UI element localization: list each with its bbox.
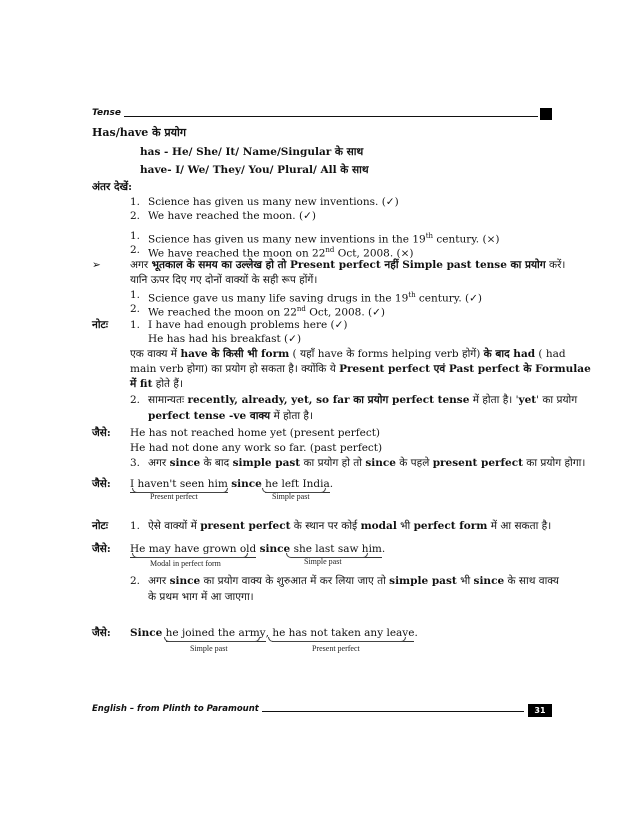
text-part: अगर: [130, 259, 152, 271]
text-part: सामान्यतः: [148, 394, 188, 406]
arrow-bullet-icon: ➢: [92, 259, 101, 271]
example-text: He has had his breakfast (✓): [148, 333, 302, 345]
text-part: होते हैं।: [152, 378, 183, 390]
example-item: [130, 195, 140, 209]
clause-label: Simple past: [304, 557, 342, 566]
clause-label: Simple past: [272, 492, 310, 501]
text-part: .: [329, 478, 334, 490]
clause-label: Present perfect: [150, 492, 198, 501]
item-number: 2.: [130, 394, 141, 406]
note-explanation: [130, 347, 566, 361]
text-part: में आ सकता है।: [487, 520, 552, 532]
item-number: 1.: [130, 196, 141, 208]
compare-label: अंतर देखें:: [92, 181, 132, 193]
bold-text: perfect form: [413, 520, 488, 532]
brace: [268, 637, 406, 642]
point-text-line2: के प्रथम भाग में आ जाएगा।: [148, 591, 254, 603]
text-part: ( had: [535, 348, 566, 360]
keyword-since: since: [259, 543, 291, 555]
bold-text: simple past: [389, 575, 457, 587]
example-label: जैसे:: [92, 427, 111, 439]
underlined-clause: he has not taken any leave: [272, 626, 414, 642]
page-header: [92, 108, 552, 122]
keyword-since: Since: [130, 627, 163, 639]
bold-text: since: [365, 457, 396, 469]
bold-text: since: [169, 575, 201, 587]
bold-text: present perfect: [432, 457, 523, 469]
underlined-clause: I haven't seen him: [130, 477, 228, 493]
text-part: के साथ वाक्य: [504, 575, 560, 587]
text-part: We have reached the moon on 22: [148, 247, 326, 260]
example-text: [148, 302, 385, 320]
superscript: nd: [296, 305, 306, 313]
text-part: We reached the moon on 22: [148, 306, 297, 319]
text-part: में होता है।: [270, 410, 313, 422]
bold-text: में fit: [130, 378, 153, 390]
superscript: nd: [325, 246, 335, 254]
example-text: We have reached the moon. (✓): [148, 210, 316, 222]
header-marker: [540, 108, 552, 120]
item-number: 2.: [130, 210, 141, 222]
item-number: 3.: [130, 457, 141, 469]
bold-text: perfect tense -ve वाक्य: [148, 410, 271, 422]
note-label: नोटः: [92, 520, 108, 532]
text-part: ' का प्रयोग: [536, 394, 578, 406]
clause-label: Simple past: [190, 644, 228, 653]
bold-text: have के किसी भी form: [180, 348, 290, 360]
text-part: ( यहाँ have के forms helping verb होगें): [289, 348, 484, 360]
text-part: अगर: [148, 575, 170, 587]
item-number: 1.: [130, 289, 141, 301]
clause-label: Present perfect: [312, 644, 360, 653]
underlined-clause: she last saw him: [294, 542, 382, 558]
text-part: ऐसे वाक्यों में: [148, 520, 201, 532]
text-part: का प्रयोग होगा।: [522, 457, 586, 469]
superscript: th: [425, 232, 434, 240]
item-number: 2.: [130, 244, 141, 256]
text-part: भी: [456, 575, 474, 587]
bold-text: yet: [518, 394, 537, 406]
text-part: का प्रयोग हो तो: [300, 457, 366, 469]
text-part: का प्रयोग वाक्य के शुरुआत में कर लिया जाए तो: [200, 575, 390, 587]
item-number: 1.: [130, 230, 141, 242]
bold-text: since: [169, 457, 201, 469]
brace: [132, 553, 248, 558]
text-part: में होता है। ': [469, 394, 519, 406]
text-part: एक वाक्य में: [130, 348, 181, 360]
text-part: ,: [265, 627, 269, 639]
bold-text: Present perfect एवं Past perfect के Formulae: [339, 363, 591, 375]
rule-note: [130, 258, 565, 272]
heading: Has/have के प्रयोग: [92, 126, 187, 139]
point-text: [148, 574, 559, 588]
text-part: century. (×): [433, 233, 500, 246]
example-label: जैसे:: [92, 543, 111, 555]
text-part: century. (✓): [415, 292, 482, 305]
clause-label: Modal in perfect form: [150, 559, 221, 568]
superscript: th: [408, 291, 416, 299]
text-part: .: [381, 543, 386, 555]
point-text-line2: [148, 409, 313, 423]
text-part: Oct, 2008. (×): [334, 247, 414, 260]
rule-has: has - He/ She/ It/ Name/Singular के साथ: [140, 146, 364, 158]
point-text: [148, 456, 585, 470]
book-title: English – from Plinth to Paramount: [92, 704, 262, 714]
underlined-clause: he left India: [265, 477, 330, 493]
item-number: 2.: [130, 303, 141, 315]
text-part: Science gave us many life saving drugs in the 19: [148, 292, 409, 305]
point-text: [148, 393, 577, 407]
note-explanation-line3: [130, 377, 183, 391]
keyword-since: since: [231, 478, 262, 490]
text-part: .: [414, 627, 418, 639]
text-part: अगर: [148, 457, 170, 469]
bold-text: भूतकाल के समय का उल्लेख हो तो Present perfect नहीं Simple past tense का प्रयोग: [151, 259, 546, 271]
item-number: 1.: [130, 319, 141, 331]
section-title: Tense: [92, 108, 124, 118]
text-part: भी: [396, 520, 414, 532]
text-part: के स्थान पर कोई: [290, 520, 361, 532]
point-text: [148, 519, 551, 533]
text-part: Science has given us many new inventions in the 19: [148, 233, 426, 246]
example-label: जैसे:: [92, 627, 111, 639]
text-part: main verb होगा) का प्रयोग हो सकता है। क्योंकि ये: [130, 363, 340, 375]
bold-text: recently, already, yet, so far का प्रयोग perfect tense: [187, 394, 470, 406]
item-number: 2.: [130, 575, 141, 587]
page-number: 31: [528, 704, 552, 717]
text-part: करें।: [545, 259, 566, 271]
underlined-clause: he joined the army: [166, 626, 266, 642]
example-label: जैसे:: [92, 478, 111, 490]
example-text: I have had enough problems here (✓): [148, 319, 348, 331]
note-explanation-line2: [130, 362, 591, 376]
example-text: He has not reached home yet (present perfect): [130, 427, 381, 439]
text-part: के बाद: [200, 457, 233, 469]
bold-text: simple past: [232, 457, 301, 469]
page-footer: [92, 704, 552, 718]
example-text: He had not done any work so far. (past perfect): [130, 442, 383, 454]
item-number: 1.: [130, 520, 141, 532]
bold-text: modal: [360, 520, 397, 532]
bold-text: since: [473, 575, 505, 587]
rule-note-line2: यानि ऊपर दिए गए दोनों वाक्यों के सही रूप होंगें।: [130, 274, 318, 286]
brace: [164, 637, 260, 642]
note-label: नोटः: [92, 319, 108, 331]
bold-text: के बाद had: [483, 348, 536, 360]
rule-have: have- I/ We/ They/ You/ Plural/ All के साथ: [140, 164, 369, 176]
header-rule: [122, 116, 538, 117]
underlined-clause: He may have grown old: [130, 542, 256, 558]
text-part: के पहले: [395, 457, 433, 469]
text-part: Oct, 2008. (✓): [305, 306, 386, 319]
example-text: Science has given us many new inventions. (✓): [148, 196, 399, 208]
bold-text: present perfect: [200, 520, 291, 532]
